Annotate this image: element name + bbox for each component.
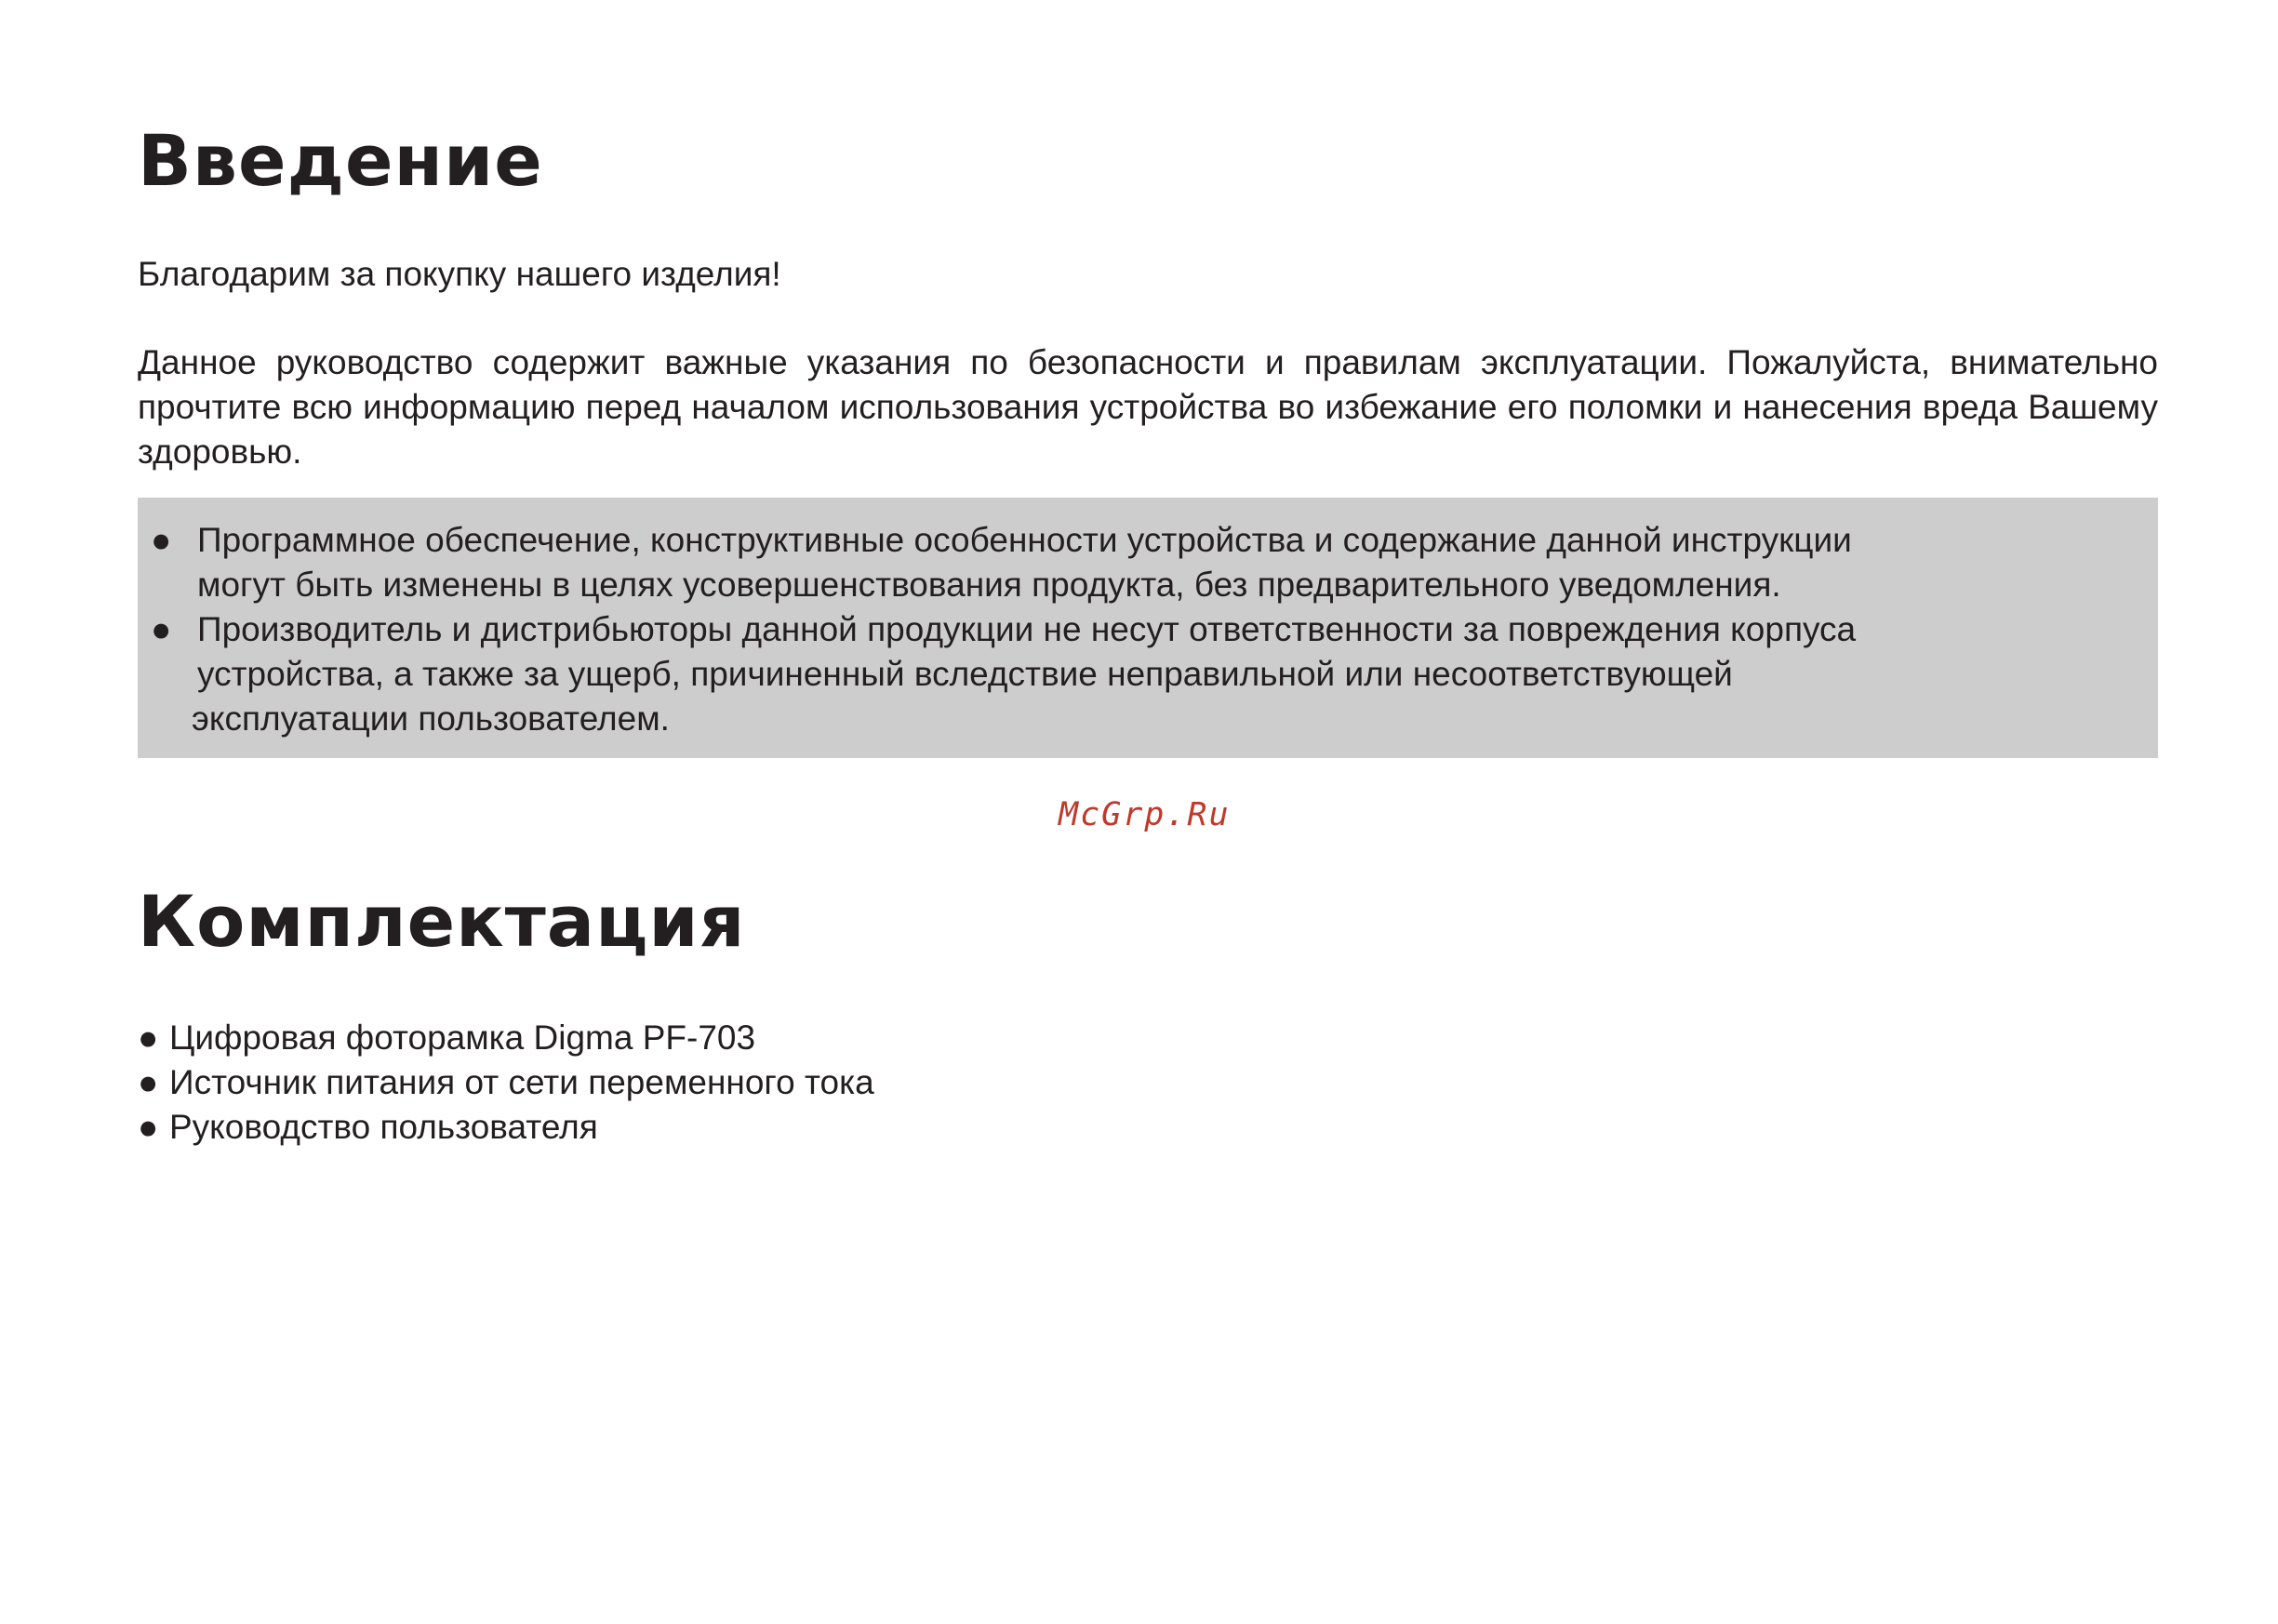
list-item [138,1105,874,1150]
notice-item-line: Производитель и дистрибьюторы данной продукции не несут ответственности за повреждения корпуса [197,610,1857,648]
notice-item-line: устройства, а также за ущерб, причиненный вследствие неправильной или несоответствующей [197,655,1733,693]
bullet-icon: ● [138,1063,159,1101]
list-item-label: Источник питания от сети переменного тока [169,1063,874,1101]
watermark-text: McGrp.Ru [1059,796,1231,833]
bullet-icon: ● [151,610,172,648]
bullet-icon: ● [138,1108,159,1146]
notice-item-line: могут быть изменены в целях усовершенствования продукта, без предварительного уведомления. [197,566,1781,604]
notice-item-line: Программное обеспечение, конструктивные особенности устройства и содержание данной инструкции [197,521,1852,559]
bullet-icon: ● [151,521,172,559]
list-item [138,1060,874,1105]
notice-item-line: эксплуатации пользователем. [192,699,670,738]
bullet-icon: ● [138,1018,159,1057]
list-item-label: Цифровая фоторамка Digma PF-703 [169,1018,756,1057]
list-item-label: Руководство пользователя [169,1108,598,1146]
notice-box [138,498,2158,758]
kit-heading: Комплектация [138,880,746,963]
guide-paragraph: Данное руководство содержит важные указания по безопасности и правилам эксплуатации. Пожалуйста, внимательно прочтите всю информацию перед началом использования устройства во избежание его поломки и нанесения вреда Вашему здоровью. [138,343,2158,471]
intro-heading: Введение [138,119,543,202]
list-item [138,1016,874,1060]
thanks-paragraph: Благодарим за покупку нашего изделия! [138,255,781,293]
kit-list [138,1016,874,1150]
